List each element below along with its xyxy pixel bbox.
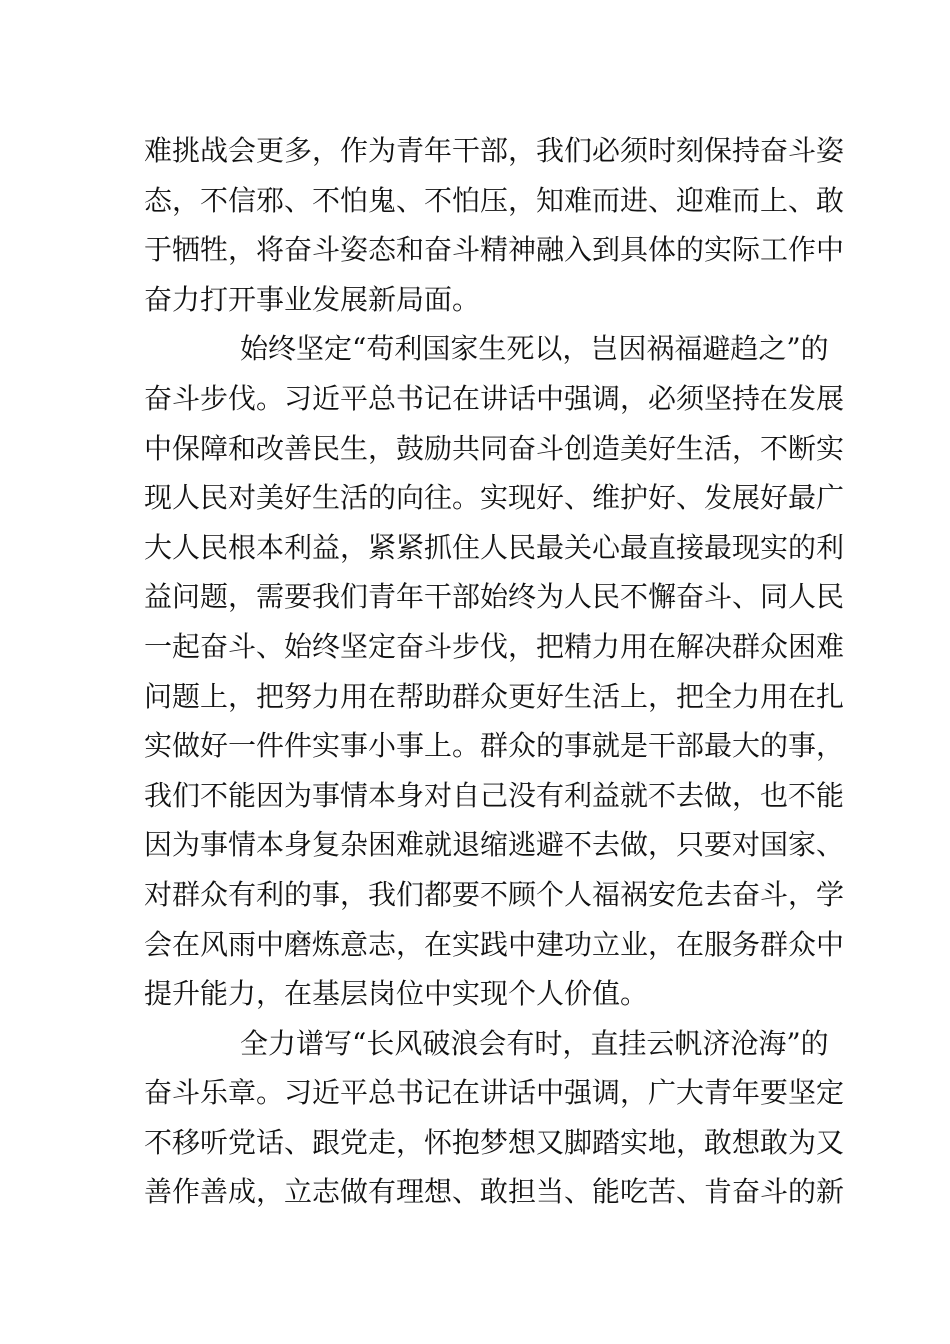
text-line: 于牺牲，将奋斗姿态和奋斗精神融入到具体的实际工作中 (144, 233, 845, 267)
text-line: 奋斗乐章。习近平总书记在讲话中强调，广大青年要坚定 (144, 1076, 845, 1110)
text-line: 大人民根本利益，紧紧抓住人民最关心最直接最现实的利 (144, 530, 845, 564)
text-line: 难挑战会更多，作为青年干部，我们必须时刻保持奋斗姿 (144, 134, 845, 167)
text-line: 问题上，把努力用在帮助群众更好生活上，把全力用在扎 (144, 679, 845, 713)
text-line: 因为事情本身复杂困难就退缩逃避不去做，只要对国家、 (144, 828, 845, 862)
body-text (144, 126, 845, 1217)
text-line: 态，不信邪、不怕鬼、不怕压，知难而进、迎难而上、敢 (144, 183, 845, 217)
text-line: 一起奋斗、始终坚定奋斗步伐，把精力用在解决群众困难 (144, 629, 845, 663)
text-line: 善作善成，立志做有理想、敢担当、能吃苦、肯奋斗的新 (144, 1175, 845, 1209)
text-line: 奋力打开事业发展新局面。 (144, 282, 481, 316)
paragraph-heading-line: 始终坚定“苟利国家生死以，岂因祸福避趋之”的 (240, 332, 829, 366)
text-line: 实做好一件件实事小事上。群众的事就是干部最大的事， (144, 729, 845, 763)
paragraph-heading-line: 全力谱写“长风破浪会有时，直挂云帆济沧海”的 (240, 1026, 829, 1060)
text-line: 益问题，需要我们青年干部始终为人民不懈奋斗、同人民 (144, 580, 845, 614)
text-line: 会在风雨中磨炼意志，在实践中建功立业，在服务群众中 (144, 927, 845, 961)
text-line: 提升能力，在基层岗位中实现个人价值。 (144, 977, 649, 1011)
text-line: 奋斗步伐。习近平总书记在讲话中强调，必须坚持在发展 (144, 381, 845, 415)
text-line: 不移听党话、跟党走，怀抱梦想又脚踏实地，敢想敢为又 (144, 1125, 845, 1159)
text-line: 对群众有利的事，我们都要不顾个人福祸安危去奋斗，学 (144, 877, 845, 911)
text-line: 中保障和改善民生，鼓励共同奋斗创造美好生活，不断实 (144, 431, 845, 465)
text-line: 现人民对美好生活的向往。实现好、维护好、发展好最广 (144, 481, 845, 515)
text-line: 我们不能因为事情本身对自己没有利益就不去做，也不能 (144, 778, 845, 812)
